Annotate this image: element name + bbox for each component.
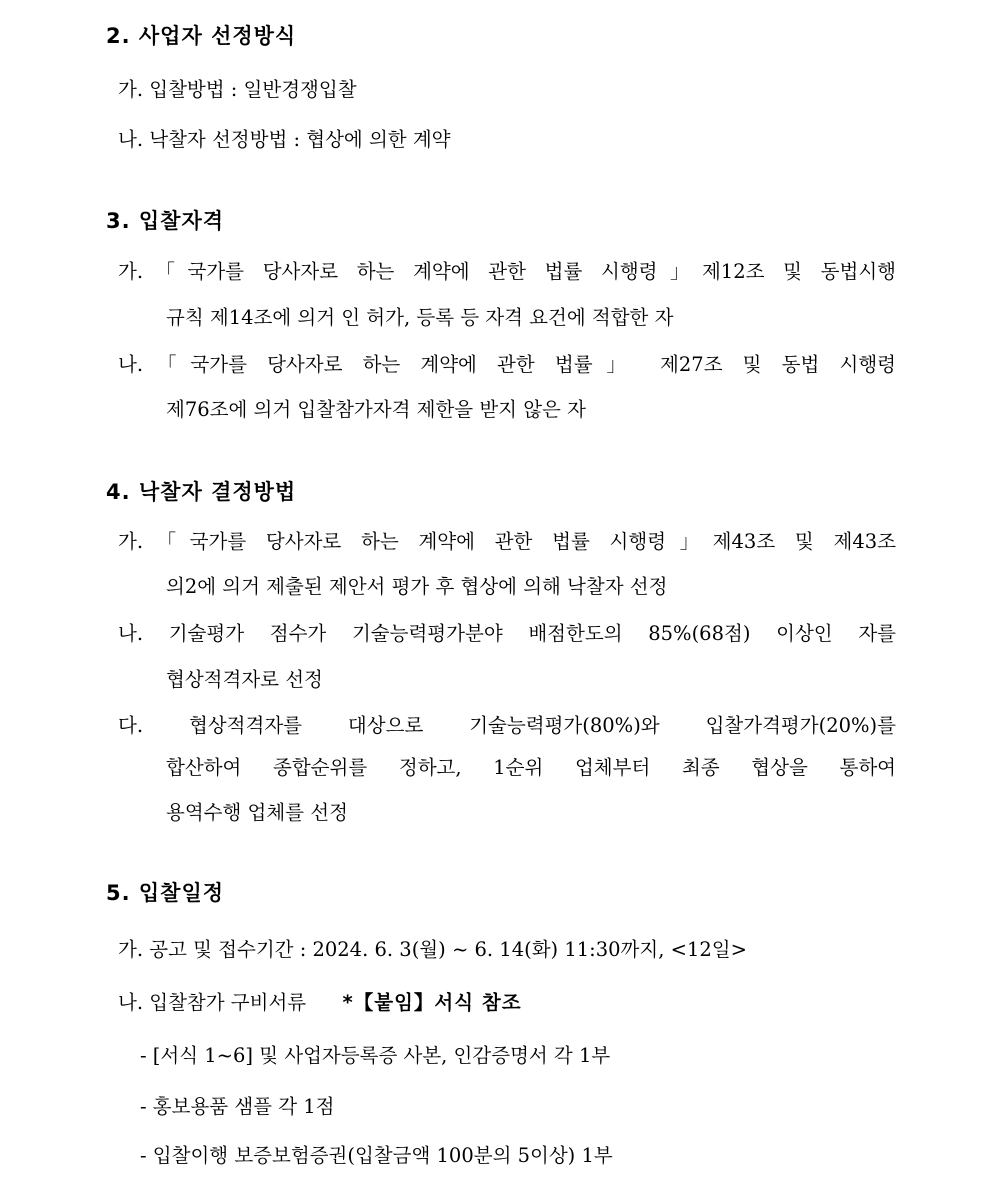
decision-item-2-line-2: 협상적격자로 선정 — [166, 668, 323, 691]
required-documents-label: 나. 입찰참가 구비서류 — [118, 991, 307, 1014]
qualification-item-1-line-2: 규칙 제14조에 의거 인 허가, 등록 등 자격 요건에 적합한 자 — [166, 306, 674, 329]
decision-item-3-line-1: 다. 협상적격자를 대상으로 기술능력평가(80%)와 입찰가격평가(20%)를 — [118, 714, 896, 737]
section-heading-selection-method: 2. 사업자 선정방식 — [106, 24, 297, 48]
decision-item-3-line-2: 합산하여 종합순위를 정하고, 1순위 업체부터 최종 협상을 통하여 — [166, 756, 896, 779]
decision-item-3-line-3: 용역수행 업체를 선정 — [166, 801, 348, 824]
section-heading-bid-schedule: 5. 입찰일정 — [106, 881, 225, 905]
document-item-forms: - [서식 1~6] 및 사업자등록증 사본, 인감증명서 각 1부 — [140, 1044, 611, 1067]
schedule-announcement-period: 가. 공고 및 접수기간 : 2024. 6. 3(월) ~ 6. 14(화) 11:30까지, <12일> — [118, 938, 747, 961]
item-bid-method: 가. 입찰방법 : 일반경쟁입찰 — [118, 78, 357, 101]
attachment-reference-note: *【붙임】서식 참조 — [342, 991, 522, 1014]
document-item-bond: - 입찰이행 보증보험증권(입찰금액 100분의 5이상) 1부 — [140, 1144, 613, 1167]
qualification-item-2-line-2: 제76조에 의거 입찰참가자격 제한을 받지 않은 자 — [166, 398, 586, 421]
document-item-samples: - 홍보용품 샘플 각 1점 — [140, 1095, 335, 1118]
decision-item-1-line-1: 가.「국가를 당사자로 하는 계약에 관한 법률 시행령」제43조 및 제43조 — [118, 530, 896, 553]
item-winner-selection-method: 나. 낙찰자 선정방법 : 협상에 의한 계약 — [118, 128, 451, 151]
qualification-item-1-line-1: 가.「국가를 당사자로 하는 계약에 관한 법률 시행령」제12조 및 동법시행 — [118, 260, 896, 283]
section-heading-bid-qualification: 3. 입찰자격 — [106, 209, 225, 233]
decision-item-1-line-2: 의2에 의거 제출된 제안서 평가 후 협상에 의해 낙찰자 선정 — [166, 575, 668, 598]
decision-item-2-line-1: 나. 기술평가 점수가 기술능력평가분야 배점한도의 85%(68점) 이상인 자를 — [118, 622, 896, 645]
section-heading-winner-decision: 4. 낙찰자 결정방법 — [106, 480, 297, 504]
required-documents-label-line — [118, 987, 522, 1015]
qualification-item-2-line-1: 나.「국가를 당사자로 하는 계약에 관한 법률」 제27조 및 동법 시행령 — [118, 353, 896, 376]
